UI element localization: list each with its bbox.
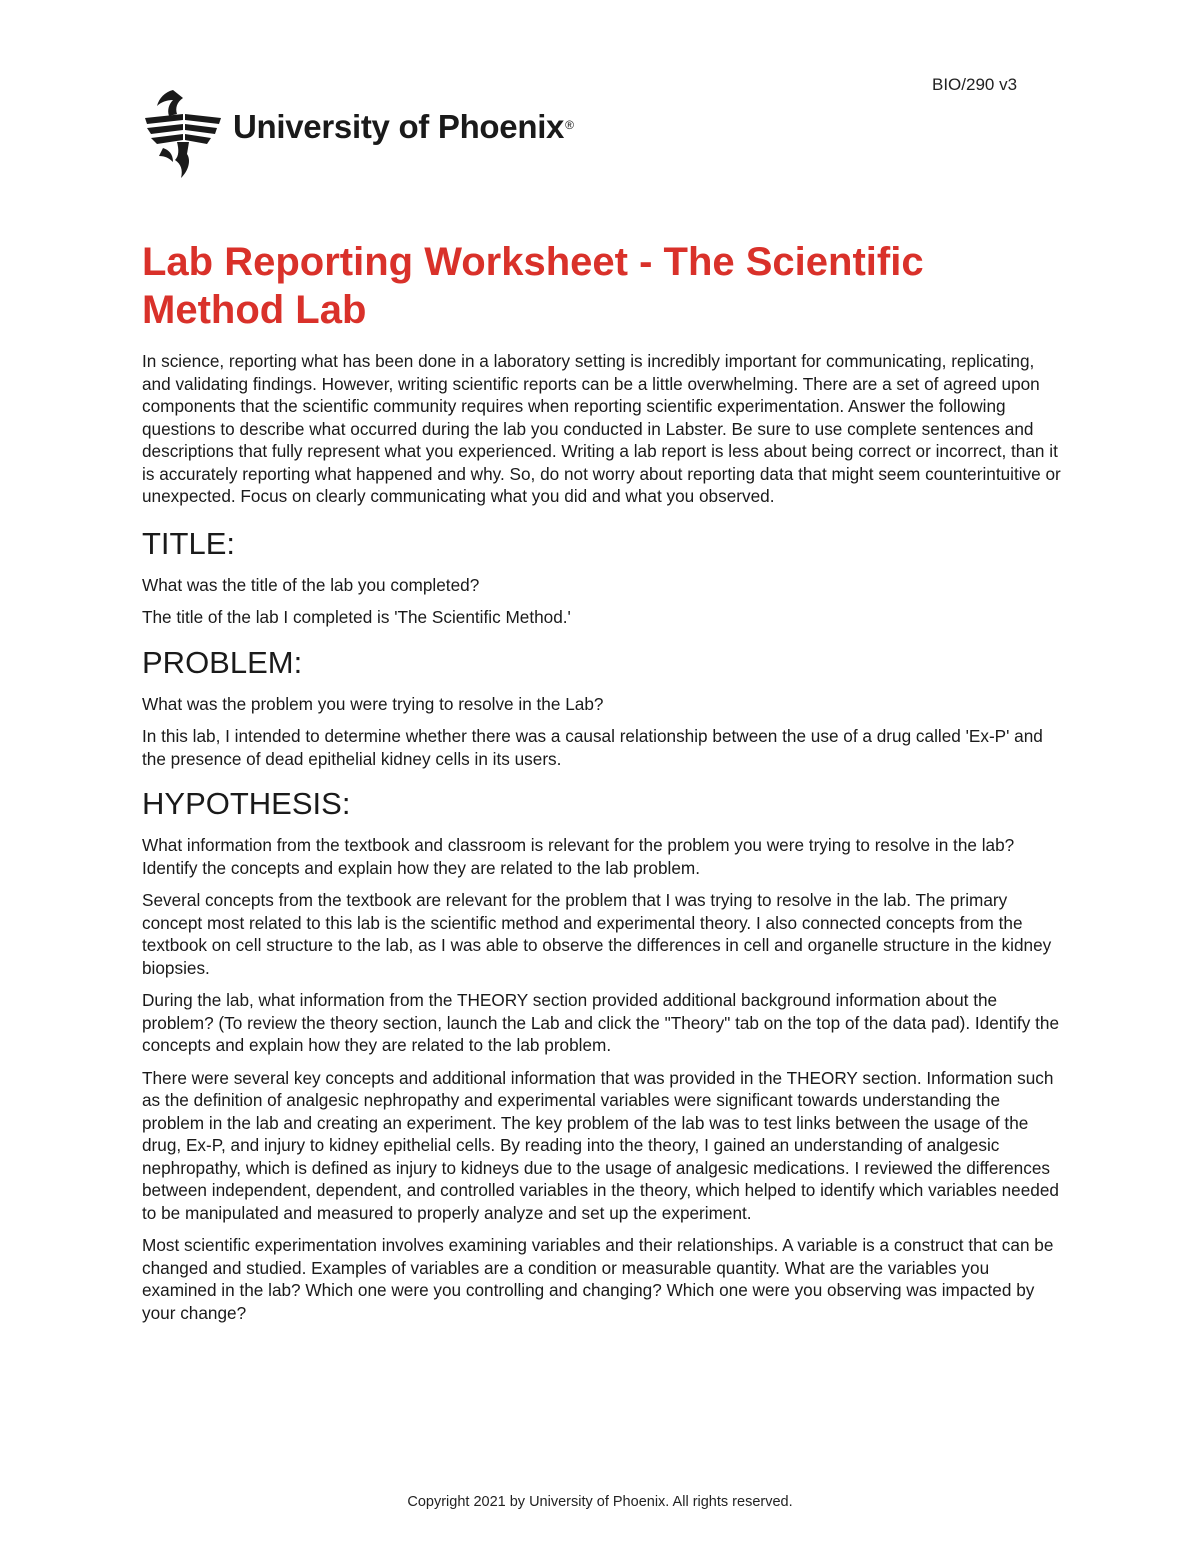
copyright-footer: Copyright 2021 by University of Phoenix. All rights reserved. bbox=[407, 1494, 793, 1510]
answer-title: The title of the lab I completed is 'The Scientific Method.' bbox=[142, 607, 571, 627]
answer-hypothesis-2: There were several key concepts and additional information that was provided in the THEORY section. Information such as the definition of analgesic nephropathy and experimental variables were significant towards understanding the problem in the lab and creating an experiment. The key problem of the lab was to test links between the usage of the drug, Ex-P, and injury to kidney epithelial cells. By reading into the theory, I gained an understanding of analgesic nephropathy, which is defined as injury to kidneys due to the usage of analgesic medications. I reviewed the differences between independent, dependent, and controlled variables in the theory, which helped to identify which variables needed to be manipulated and measured to properly analyze and set up the experiment. bbox=[142, 1067, 1059, 1223]
answer-problem: In this lab, I intended to determine whether there was a causal relationship between the use of a drug called 'Ex-P' and the presence of dead epithelial kidney cells in its users. bbox=[142, 726, 1043, 769]
question-problem: What was the problem you were trying to resolve in the Lab? bbox=[142, 693, 604, 714]
question-hypothesis-2: During the lab, what information from the THEORY section provided additional background information about the problem? (To review the theory section, launch the Lab and click the "Theory" tab on the top of the data pad). Identify the concepts and explain how they are related to the lab problem. bbox=[142, 990, 1060, 1055]
question-title: What was the title of the lab you completed? bbox=[142, 574, 480, 595]
question-hypothesis-3: Most scientific experimentation involves examining variables and their relationships. A variable is a construct that can be changed and studied. Examples of variables are a condition or measurable quantity. What are the variables you examined in the lab? Which one were you controlling and changing? Which one were you observing was impacted by your change? bbox=[142, 1235, 1054, 1323]
question-hypothesis-1: What information from the textbook and classroom is relevant for the problem you were trying to resolve in the lab? Identify the concepts and explain how they are related to the lab problem. bbox=[142, 835, 1015, 878]
page-title: Lab Reporting Worksheet - The Scientific Method Lab bbox=[142, 240, 924, 332]
course-code: BIO/290 v3 bbox=[932, 75, 1018, 94]
university-logo bbox=[143, 84, 574, 180]
answer-hypothesis-1: Several concepts from the textbook are relevant for the problem that I was trying to resolve in the lab. The primary concept most related to this lab is the scientific method and experimental theory. I also connected concepts from the textbook on cell structure to the lab, as I was able to observe the differences in cell and organelle structure in the kidney biopsies. bbox=[142, 890, 1052, 978]
section-heading-problem: PROBLEM: bbox=[142, 644, 303, 680]
section-heading-title: TITLE: bbox=[142, 525, 236, 561]
section-heading-hypothesis: HYPOTHESIS: bbox=[142, 786, 351, 821]
logo-wordmark: University of Phoenix® bbox=[233, 108, 574, 145]
intro-paragraph: In science, reporting what has been done in a laboratory setting is incredibly important for communicating, replicating, and validating findings. However, writing scientific reports can be a little overwhelming. There are a set of agreed upon components that the scientific community requires when reporting scientific experimentation. Answer the following questions to describe what occurred during the lab you conducted in Labster. Be sure to use complete sentences and descriptions that fully represent what you experienced. Writing a lab report is less about being correct or incorrect, than it is accurately reporting what happened and why. So, do not worry about reporting data that might seem counterintuitive or unexpected. Focus on clearly communicating what you did and what you observed. bbox=[142, 351, 1061, 506]
phoenix-bird-icon bbox=[143, 84, 223, 180]
worksheet-body bbox=[142, 238, 1062, 1334]
